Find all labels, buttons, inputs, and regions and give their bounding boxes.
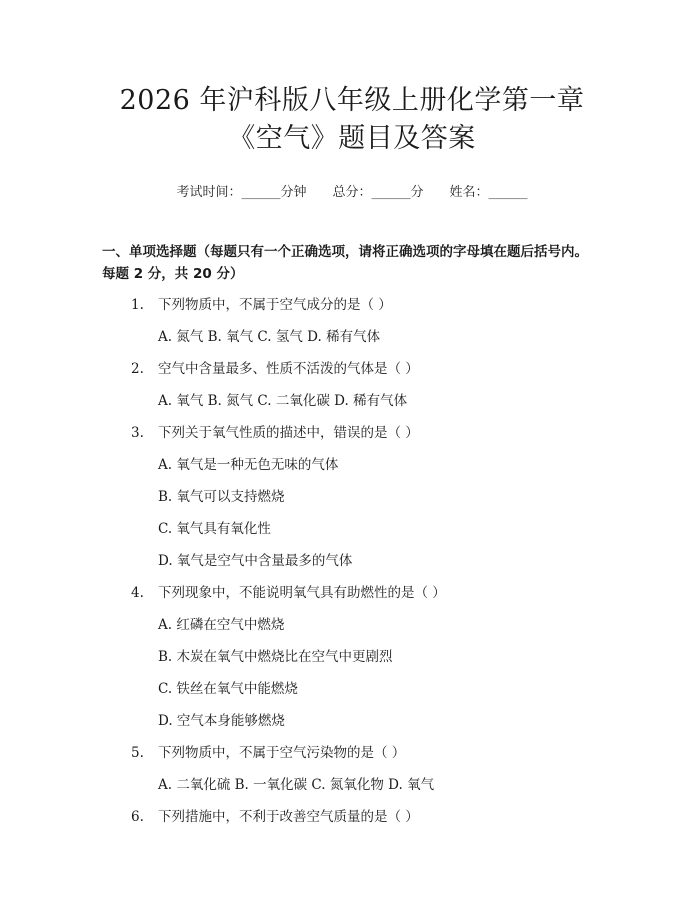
question-number: 4. (131, 585, 144, 601)
answer-option: A. 氧气是一种无色无味的气体 (158, 457, 339, 473)
question-text: 空气中含量最多、性质不活泼的气体是（ ） (158, 361, 419, 377)
answer-option: D. 氧气是空气中含量最多的气体 (158, 553, 353, 569)
question-list (104, 295, 600, 827)
total-score: 总分：______分 (332, 185, 424, 200)
question-text: 下列措施中，不利于改善空气质量的是（ ） (158, 809, 419, 825)
answer-option: D. 空气本身能够燃烧 (158, 713, 285, 729)
question-text: 下列关于氧气性质的描述中，错误的是（ ） (158, 425, 419, 441)
question-number: 3. (131, 425, 144, 441)
question-text: 下列物质中，不属于空气成分的是（ ） (158, 297, 392, 313)
question-item (131, 583, 600, 603)
question-item (131, 423, 600, 443)
document-title: 2026 年沪科版八年级上册化学第一章《空气》题目及答案 (119, 85, 585, 154)
question-number: 6. (131, 809, 144, 825)
answer-option: A. 二氧化硫 B. 一氧化碳 C. 氮氧化物 D. 氧气 (158, 777, 435, 793)
question-item (131, 359, 600, 379)
answer-option: B. 木炭在氧气中燃烧比在空气中更剧烈 (158, 649, 393, 665)
question-number: 1. (131, 297, 144, 313)
question-text: 下列现象中，不能说明氧气具有助燃性的是（ ） (158, 585, 446, 601)
answer-option: C. 铁丝在氧气中能燃烧 (158, 681, 298, 697)
question-text: 下列物质中，不属于空气污染物的是（ ） (158, 745, 406, 761)
exam-meta (104, 181, 600, 200)
answer-option: A. 氮气 B. 氧气 C. 氢气 D. 稀有气体 (158, 329, 381, 345)
student-name: 姓名：______ (449, 185, 528, 200)
exam-time: 考试时间：______分钟 (176, 185, 307, 200)
question-item (131, 295, 600, 315)
answer-option: B. 氧气可以支持燃烧 (158, 489, 285, 505)
question-number: 2. (131, 361, 144, 377)
section-heading: 一、单项选择题（每题只有一个正确选项，请将正确选项的字母填在题后括号内。每题 2 分，共 20 分） (102, 244, 588, 282)
question-item (131, 807, 600, 827)
answer-option: A. 氧气 B. 氮气 C. 二氧化碳 D. 稀有气体 (158, 393, 408, 409)
question-number: 5. (131, 745, 144, 761)
answer-option: A. 红磷在空气中燃烧 (158, 617, 285, 633)
answer-option: C. 氧气具有氧化性 (158, 521, 271, 537)
question-item (131, 743, 600, 763)
